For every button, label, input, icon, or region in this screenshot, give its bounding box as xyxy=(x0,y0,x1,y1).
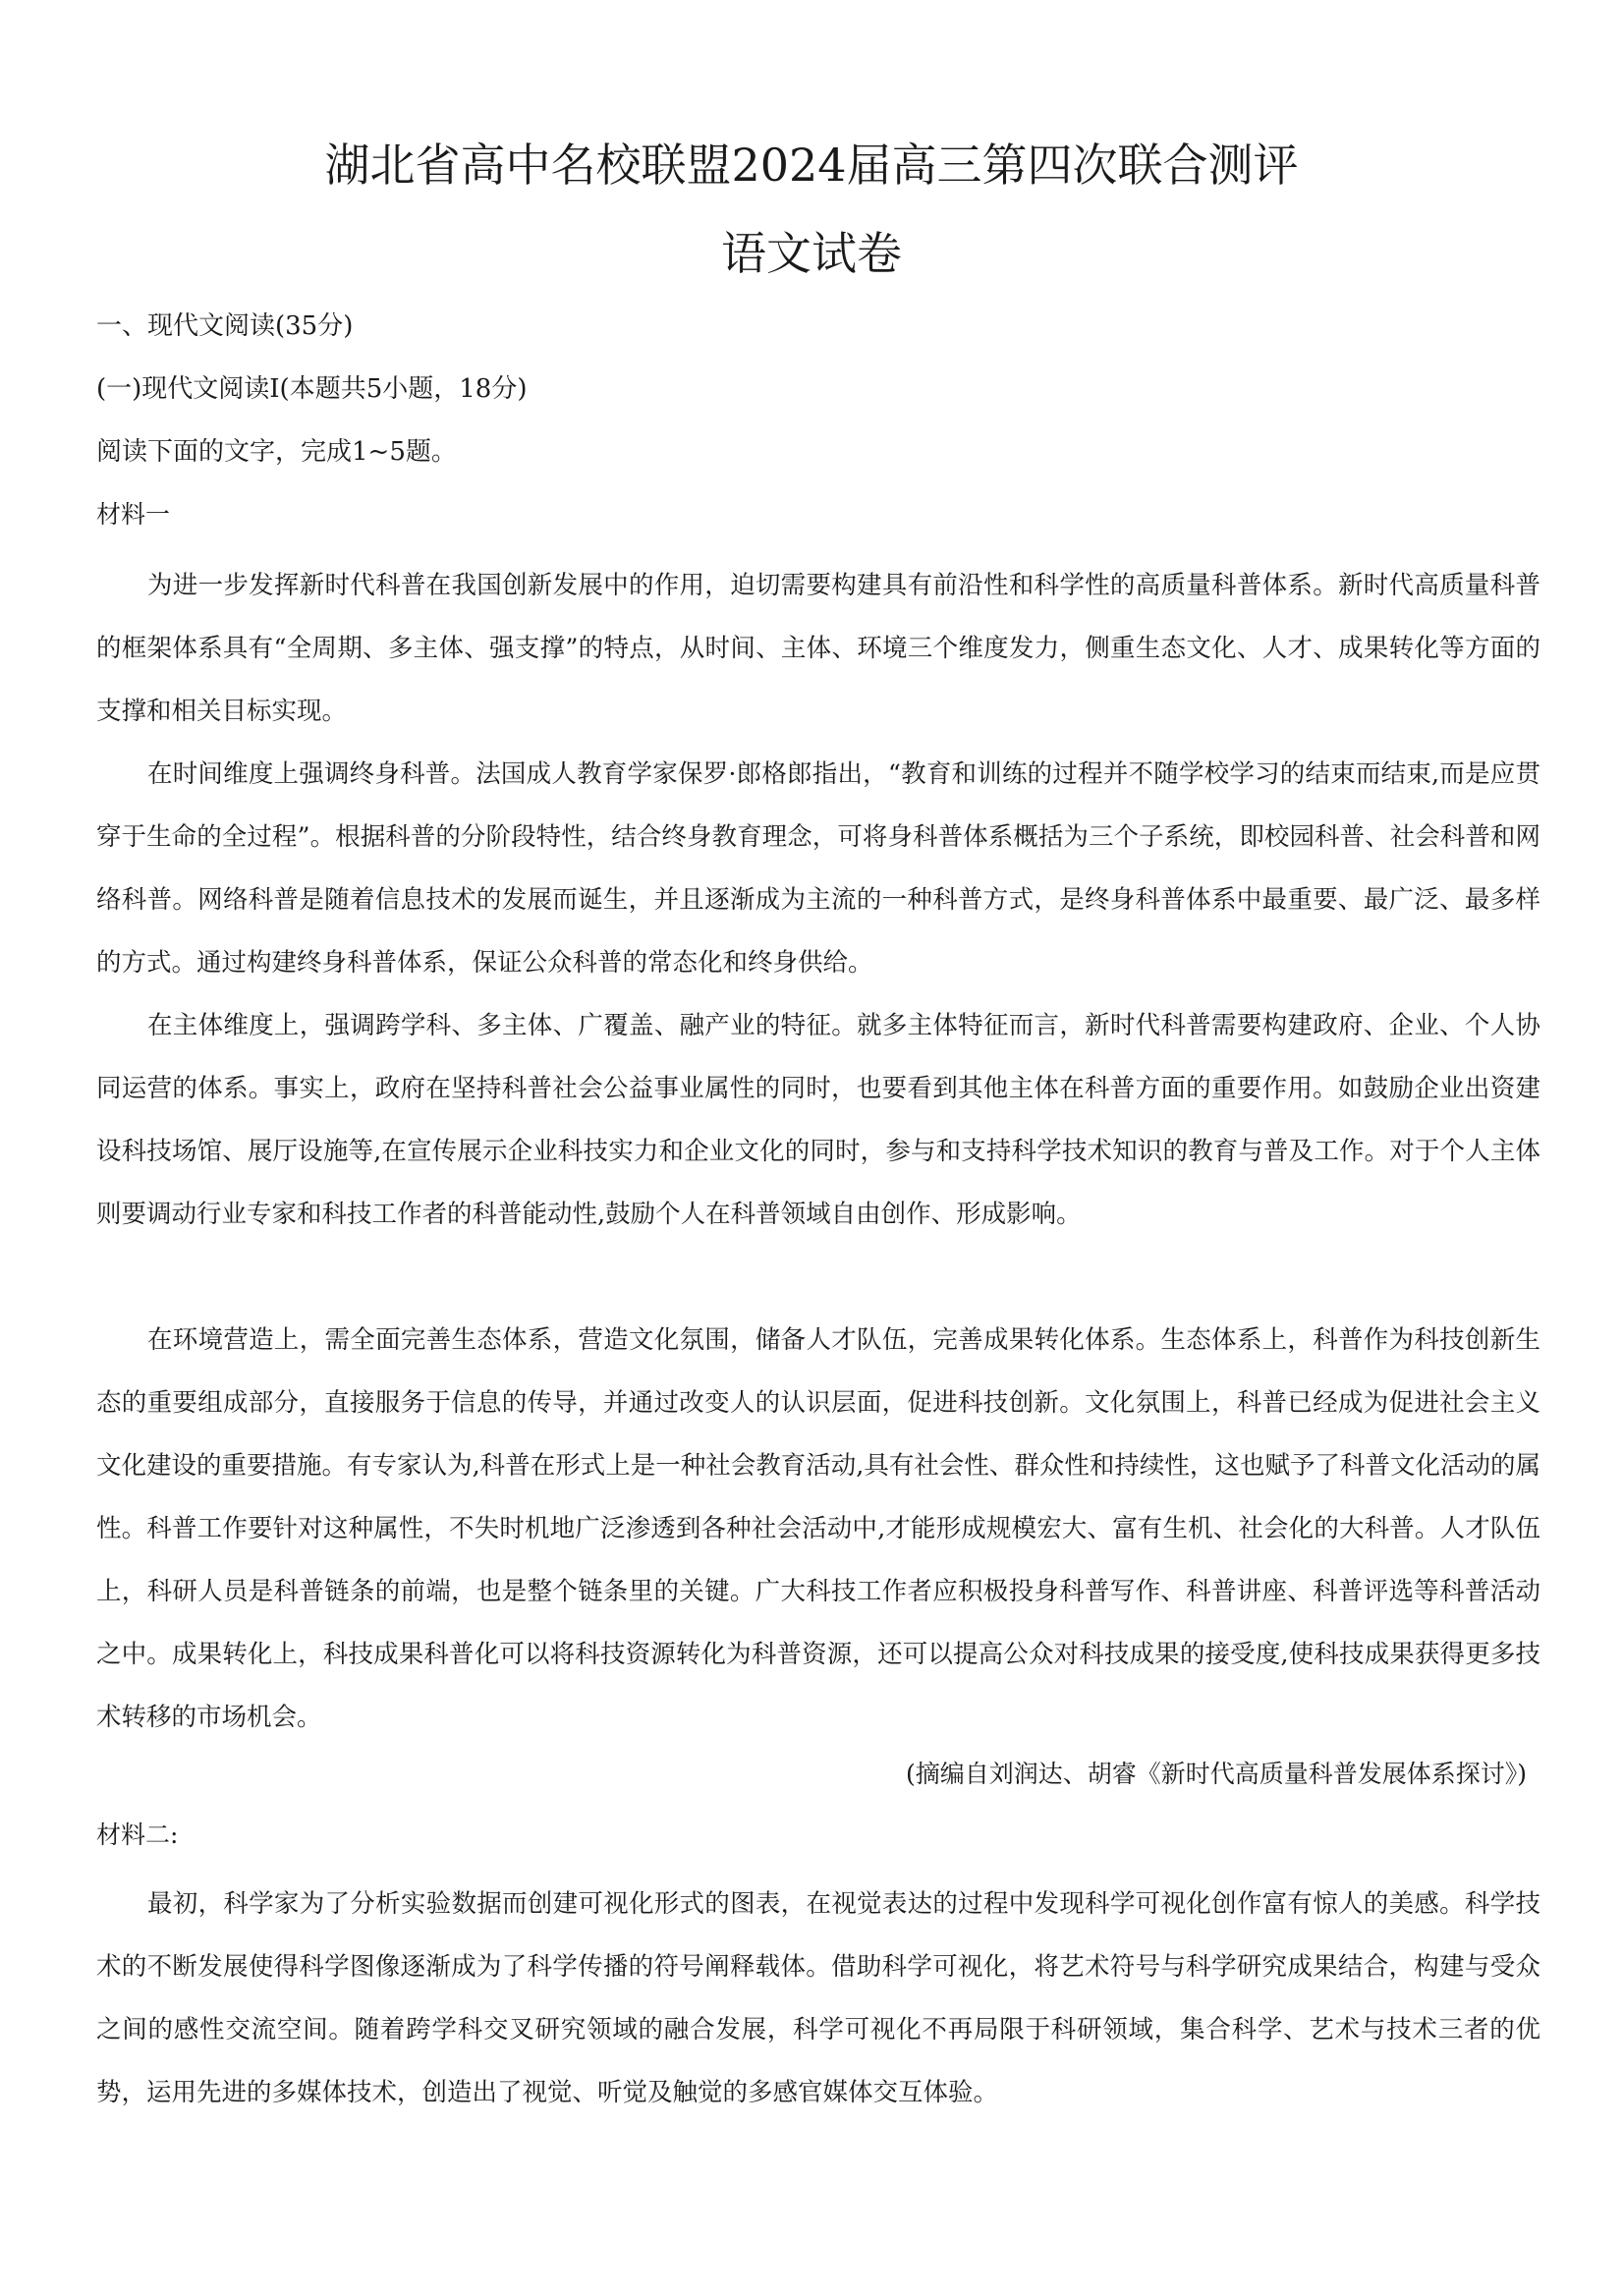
material-two-paragraph: 最初，科学家为了分析实验数据而创建可视化形式的图表，在视觉表达的过程中发现科学可视化创作富有惊人的美感。科学技术的不断发展使得科学图像逐渐成为了科学传播的符号阐释载体。借助科学可视化，将艺术符号与科学研究成果结合，构建与受众之间的感性交流空间。随着跨学科交叉研究领域的融合发展，科学可视化不再局限于科研领域，集合科学、艺术与技术三者的优势，运用先进的多媒体技术，创造出了视觉、听觉及触觉的多感官媒体交互体验。 xyxy=(96,1889,1540,2107)
material-one-paragraph: 为进一步发挥新时代科普在我国创新发展中的作用，迫切需要构建具有前沿性和科学性的高质量科普体系。新时代高质量科普的框架体系具有“全周期、多主体、强支撑”的特点，从时间、主体、环境三个维度发力，侧重生态文化、人才、成果转化等方面的支撑和相关目标实现。 xyxy=(96,571,1540,726)
material-one-paragraph: 在环境营造上，需全面完善生态体系，营造文化氛围，储备人才队伍，完善成果转化体系。生态体系上，科普作为科技创新生态的重要组成部分，直接服务于信息的传导，并通过改变人的认识层面，促进科技创新。文化氛围上，科普已经成为促进社会主义文化建设的重要措施。有专家认为,科普在形式上是一种社会教育活动,具有社会性、群众性和持续性，这也赋予了科普文化活动的属性。科普工作要针对这种属性，不失时机地广泛渗透到各种社会活动中,才能形成规模宏大、富有生机、社会化的大科普。人才队伍上，科研人员是科普链条的前端，也是整个链条里的关键。广大科技工作者应积极投身科普写作、科普讲座、科普评选等科普活动之中。成果转化上，科技成果科普化可以将科技资源转化为科普资源，还可以提高公众对科技成果的接受度,使科技成果获得更多技术转移的市场机会。 xyxy=(96,1325,1540,1732)
exam-subtitle: 语文试卷 xyxy=(721,227,902,280)
material-two-label: 材料二: xyxy=(96,1820,179,1849)
material-one-label: 材料一 xyxy=(96,500,171,529)
material-one-paragraph: 在主体维度上，强调跨学科、多主体、广覆盖、融产业的特征。就多主体特征而言，新时代科普需要构建政府、企业、个人协同运营的体系。事实上，政府在坚持科普社会公益事业属性的同时，也要看到其他主体在科普方面的重要作用。如鼓励企业出资建设科技场馆、展厅设施等,在宣传展示企业科技实力和企业文化的同时，参与和支持科学技术知识的教育与普及工作。对于个人主体则要调动行业专家和科技工作者的科普能动性,鼓励个人在科普领域自由创作、形成影响。 xyxy=(96,1011,1540,1229)
subsection-heading: (一)现代文阅读Ⅰ(本题共5小题，18分) xyxy=(96,374,528,404)
material-one-source: (摘编自刘润达、胡睿《新时代高质量科普发展体系探讨》) xyxy=(905,1760,1527,1788)
exam-title: 湖北省高中名校联盟2024届高三第四次联合测评 xyxy=(324,139,1299,192)
material-one-paragraph: 在时间维度上强调终身科普。法国成人教育学家保罗·郎格郎指出，“教育和训练的过程并不随学校学习的结束而结束,而是应贯穿于生命的全过程”。根据科普的分阶段特性，结合终身教育理念，可将身科普体系概括为三个子系统，即校园科普、社会科普和网络科普。网络科普是随着信息技术的发展而诞生，并且逐渐成为主流的一种科普方式，是终身科普体系中最重要、最广泛、最多样的方式。通过构建终身科普体系，保证公众科普的常态化和终身供给。 xyxy=(96,759,1540,978)
section-heading: 一、现代文阅读(35分) xyxy=(96,311,354,341)
reading-instruction: 阅读下面的文字，完成1~5题。 xyxy=(96,437,457,467)
